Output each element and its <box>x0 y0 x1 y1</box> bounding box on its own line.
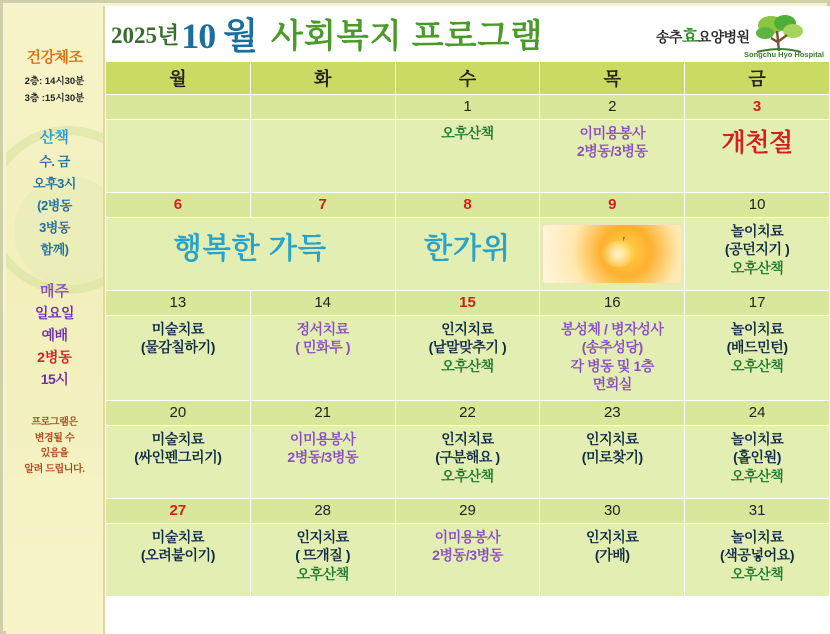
program-line: 오후산책 <box>441 467 494 484</box>
day-number: 9 <box>540 193 684 217</box>
sidebar-walk-line-2: 오후3시 <box>33 176 76 191</box>
weekday-fri: 금 <box>685 62 830 95</box>
sidebar-worship-ward: 2병동 <box>37 349 72 365</box>
day-number: 23 <box>540 401 684 425</box>
day-number: 3 <box>685 95 829 119</box>
calendar-day-cell[interactable] <box>685 218 830 291</box>
day-number-cell <box>685 498 830 523</box>
sidebar <box>6 6 105 634</box>
day-number-cell <box>250 193 395 218</box>
day-content <box>685 316 829 388</box>
banner-text: 한가위 <box>423 233 512 265</box>
day-number-cell <box>106 498 251 523</box>
program-line: 이미용봉사 <box>579 125 646 141</box>
day-number: 20 <box>106 401 250 425</box>
program-line: 놀이치료 <box>730 321 784 337</box>
program-line: 각 병동 및 1층 <box>570 357 655 374</box>
day-number: 10 <box>685 193 829 217</box>
day-content <box>540 120 684 192</box>
calendar-content-row <box>106 523 830 596</box>
calendar-number-row <box>106 291 830 316</box>
day-number-cell <box>395 498 540 523</box>
program-line: 미술치료 <box>151 528 205 545</box>
sidebar-note-line-3: 있음을 <box>40 448 69 459</box>
day-content <box>540 426 684 498</box>
day-number: 7 <box>251 193 395 217</box>
program-line: (낱말맞추기 ) <box>428 339 507 356</box>
sidebar-worship-line-3: 예배 <box>41 327 68 343</box>
hospital-name-post: 요양병원 <box>697 28 750 45</box>
day-content <box>251 316 395 388</box>
calendar-day-cell[interactable] <box>685 523 830 596</box>
day-number: 15 <box>396 291 540 315</box>
program-line: 면회실 <box>592 376 632 393</box>
calendar-day-cell[interactable] <box>685 316 830 401</box>
banner-text: 행복한 가득 <box>173 233 327 265</box>
weekday-thu: 목 <box>540 62 685 95</box>
day-number-cell <box>685 291 830 316</box>
day-number-cell <box>540 400 685 425</box>
day-content <box>251 120 395 192</box>
day-number <box>251 95 395 119</box>
hospital-name-pre: 송추 <box>656 28 682 45</box>
day-number-cell <box>106 400 251 425</box>
day-number-cell <box>250 95 395 120</box>
day-number: 13 <box>106 291 250 315</box>
day-content <box>685 120 829 192</box>
program-line: (물감칠하기) <box>140 339 215 356</box>
calendar-content-row <box>106 316 830 401</box>
day-number: 27 <box>106 499 250 523</box>
day-content <box>396 426 540 498</box>
day-content <box>540 524 684 596</box>
header-year: 2025년 <box>111 23 180 48</box>
page-title: 사회복지 프로그램 <box>271 19 544 55</box>
day-content <box>540 316 684 400</box>
sidebar-worship-line-2: 일요일 <box>34 305 75 321</box>
program-line: (구분해요 ) <box>435 449 500 466</box>
program-line: (미로찾기) <box>581 449 643 466</box>
day-number-cell <box>106 95 251 120</box>
program-line: ( 뜨개질 ) <box>295 547 351 564</box>
calendar-day-cell[interactable] <box>250 523 395 596</box>
program-line: (송추성당) <box>581 339 643 356</box>
program-line: (싸인펜그리기) <box>134 449 222 466</box>
program-line: 이미용봉사 <box>289 430 356 447</box>
calendar-day-cell[interactable] <box>106 120 251 193</box>
calendar-day-cell[interactable] <box>685 425 830 498</box>
program-line: 오후산책 <box>730 357 784 374</box>
calendar-day-cell[interactable] <box>395 218 540 291</box>
day-number-cell <box>540 95 685 120</box>
program-line: (배드민턴) <box>726 339 788 356</box>
program-line: 놀이치료 <box>730 223 784 239</box>
calendar-day-cell[interactable] <box>540 523 685 596</box>
calendar-day-cell[interactable] <box>250 120 395 193</box>
day-content <box>685 524 829 596</box>
day-number-cell <box>106 193 251 218</box>
main-content <box>105 6 830 634</box>
day-number-cell <box>540 498 685 523</box>
program-line: 오후산책 <box>441 357 494 374</box>
day-number-cell <box>540 291 685 316</box>
calendar-day-cell[interactable] <box>106 218 396 291</box>
program-line: (홀인원) <box>733 449 782 466</box>
program-line: 오후산책 <box>730 467 784 484</box>
day-number: 8 <box>396 193 540 217</box>
day-content <box>685 426 829 498</box>
day-number: 21 <box>251 401 395 425</box>
day-number-cell <box>395 400 540 425</box>
calendar-day-cell[interactable] <box>540 120 685 193</box>
calendar-day-cell[interactable] <box>685 120 830 193</box>
sidebar-exercise-line-2: 3층 :15시30분 <box>24 93 85 104</box>
calendar-content-row <box>106 218 830 291</box>
program-line: 인지치료 <box>586 430 639 447</box>
weekday-wed: 수 <box>395 62 540 95</box>
day-content <box>396 120 540 192</box>
program-line: 미술치료 <box>151 430 205 447</box>
day-number <box>106 95 250 119</box>
day-number: 6 <box>106 193 250 217</box>
program-line: 2병동/3병동 <box>576 143 648 160</box>
day-number: 16 <box>540 291 684 315</box>
day-number-cell <box>540 193 685 218</box>
program-line: 정서치료 <box>296 321 349 337</box>
program-line: 미술치료 <box>151 321 205 337</box>
calendar-day-cell[interactable] <box>106 523 251 596</box>
hospital-name-english: Songchu Hyo Hospital <box>743 50 824 59</box>
calendar-day-cell[interactable] <box>395 120 540 193</box>
day-number: 2 <box>540 95 684 119</box>
day-number: 22 <box>396 401 540 425</box>
calendar-content-row <box>106 425 830 498</box>
program-line: 놀이치료 <box>730 430 784 447</box>
day-number: 24 <box>685 401 829 425</box>
calendar-day-cell[interactable] <box>395 425 540 498</box>
program-line: 오후산책 <box>730 259 784 276</box>
hospital-name <box>656 22 749 47</box>
hospital-logo <box>656 8 826 60</box>
day-number-cell <box>685 95 830 120</box>
day-number: 14 <box>251 291 395 315</box>
program-line: 봉성체 / 병자성사 <box>561 321 664 337</box>
program-line: (공던지기 ) <box>724 241 790 258</box>
day-number-cell <box>250 291 395 316</box>
calendar-number-row <box>106 400 830 425</box>
weekday-mon: 월 <box>106 62 251 95</box>
day-content <box>106 316 250 388</box>
program-line: 2병동/3병동 <box>287 449 359 466</box>
calendar-body <box>106 95 830 597</box>
program-line: 인지치료 <box>441 321 494 337</box>
day-number-cell <box>250 498 395 523</box>
sidebar-walk-line-1: 수. 금 <box>39 154 70 169</box>
calendar-number-row <box>106 498 830 523</box>
program-line: 2병동/3병동 <box>432 547 503 564</box>
program-line: 인지치료 <box>586 528 639 545</box>
calendar-day-cell[interactable] <box>106 316 251 401</box>
sidebar-note <box>6 415 103 477</box>
program-line: 개천절 <box>721 130 793 157</box>
calendar-day-cell[interactable] <box>395 316 540 401</box>
sidebar-exercise-line-1: 2층: 14시30분 <box>24 76 85 87</box>
day-content <box>685 218 829 290</box>
program-line: 오후산책 <box>296 565 349 582</box>
program-line: (오려붙이기) <box>140 547 215 564</box>
day-content <box>396 316 540 388</box>
program-line: 오후산책 <box>441 125 494 141</box>
weekday-tue: 화 <box>250 62 395 95</box>
day-number: 17 <box>685 291 829 315</box>
decorative-rays <box>623 237 675 267</box>
day-content <box>396 524 540 596</box>
calendar-content-row <box>106 120 830 193</box>
program-line: 이미용봉사 <box>434 528 501 545</box>
sidebar-walk-line-3: (2병동 <box>37 198 72 213</box>
chuseok-moon-image <box>542 224 682 284</box>
header-month: 10 월 <box>181 16 257 56</box>
day-content <box>251 524 395 596</box>
day-number: 30 <box>540 499 684 523</box>
sidebar-note-line-1: 프로그램은 <box>31 417 78 428</box>
calendar-day-cell[interactable] <box>540 316 685 401</box>
day-number-cell <box>685 400 830 425</box>
hospital-name-hyo: 효 <box>681 26 698 46</box>
poster-header <box>105 6 830 61</box>
day-number-cell <box>395 193 540 218</box>
day-content <box>106 524 250 596</box>
sidebar-note-line-4: 알려 드립니다. <box>24 463 85 475</box>
calendar-day-cell[interactable] <box>540 425 685 498</box>
calendar-number-row <box>106 193 830 218</box>
calendar-number-row <box>106 95 830 120</box>
program-line: 인지치료 <box>441 430 494 447</box>
sidebar-worship-line-1: 매주 <box>40 283 69 300</box>
day-number-cell <box>685 193 830 218</box>
sidebar-walk-line-4: 3병동 <box>39 220 70 235</box>
sidebar-note-line-2: 변경될 수 <box>34 432 75 444</box>
calendar-day-cell[interactable] <box>106 425 251 498</box>
day-number-cell <box>250 400 395 425</box>
weekday-header-row <box>106 62 830 95</box>
sidebar-section-walk-title: 산책 <box>40 129 69 146</box>
calendar-day-cell[interactable] <box>540 218 685 291</box>
program-line: 오후산책 <box>730 565 784 582</box>
day-number-cell <box>395 291 540 316</box>
calendar-day-cell[interactable] <box>250 316 395 401</box>
day-content <box>106 120 250 192</box>
sidebar-section-exercise-title: 건강체조 <box>26 49 83 66</box>
day-number: 28 <box>251 499 395 523</box>
program-calendar <box>105 61 830 597</box>
day-number: 1 <box>396 95 540 119</box>
day-content <box>106 426 250 498</box>
day-number-cell <box>106 291 251 316</box>
program-line: ( 민화투 ) <box>295 339 351 356</box>
program-line: 인지치료 <box>296 528 349 545</box>
day-number-cell <box>395 95 540 120</box>
calendar-day-cell[interactable] <box>250 425 395 498</box>
program-line: (가배) <box>594 547 630 564</box>
day-content <box>251 426 395 498</box>
day-number: 31 <box>685 499 829 523</box>
day-content <box>540 218 684 290</box>
day-number: 29 <box>396 499 540 523</box>
calendar-day-cell[interactable] <box>395 523 540 596</box>
sidebar-worship-time: 15시 <box>40 371 69 387</box>
sidebar-walk-line-5: 함께) <box>40 242 69 257</box>
program-line: 놀이치료 <box>730 528 784 545</box>
program-line: (색공넣어요) <box>720 547 795 564</box>
